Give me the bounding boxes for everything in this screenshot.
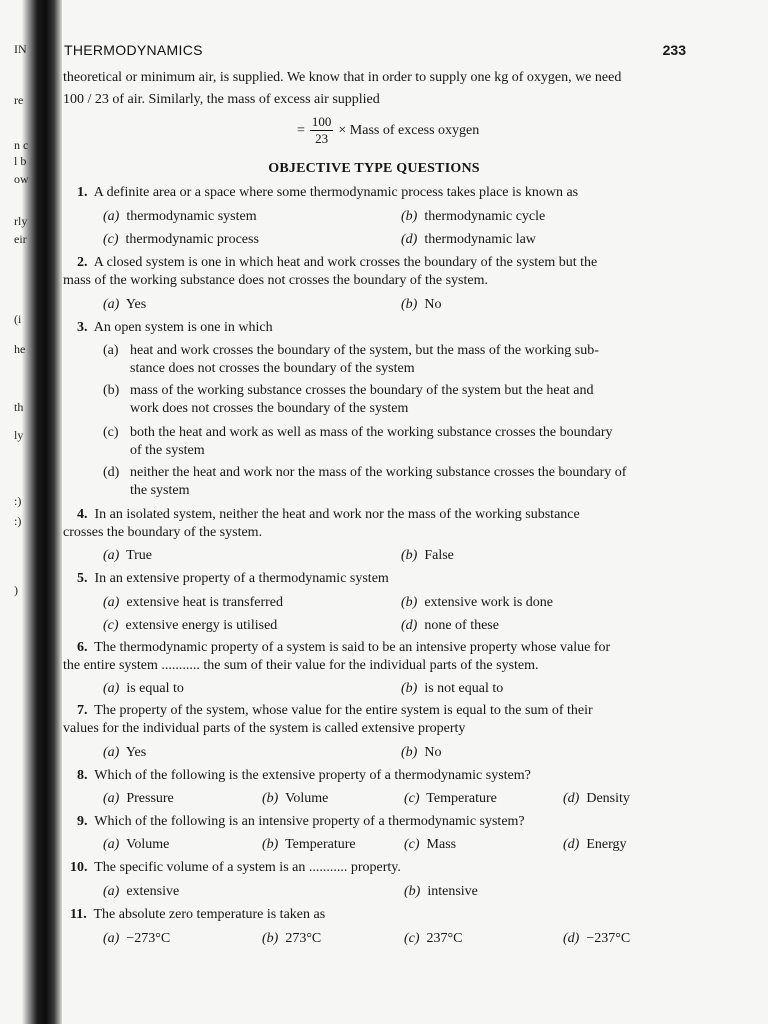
option-3a-cont: stance does not crosses the boundary of the system bbox=[130, 361, 415, 376]
question-text: Which of the following is an intensive property of a thermodynamic system? bbox=[94, 814, 525, 829]
option-1a: (a) thermodynamic system bbox=[103, 209, 257, 224]
question-2-cont: mass of the working substance does not crosses the boundary of the system. bbox=[63, 273, 488, 288]
question-3: 3. An open system is one in which bbox=[77, 320, 273, 335]
option-8a: (a) Pressure bbox=[103, 791, 174, 806]
option-9a: (a) Volume bbox=[103, 837, 170, 852]
option-8b: (b) Volume bbox=[262, 791, 329, 806]
question-6-cont: the entire system ........... the sum of their value for the individual parts of the system. bbox=[63, 658, 539, 673]
option-6a: (a) is equal to bbox=[103, 681, 184, 696]
option-3d-label: (d) bbox=[103, 465, 120, 480]
margin-fragment: n c bbox=[14, 138, 29, 152]
question-1 bbox=[77, 184, 578, 202]
option-4b: (b) False bbox=[401, 548, 454, 563]
question-5: 5. In an extensive property of a thermodynamic system bbox=[77, 571, 389, 586]
question-text: An open system is one in which bbox=[93, 320, 273, 335]
question-7: 7. The property of the system, whose value for the entire system is equal to the sum of their bbox=[77, 703, 593, 718]
question-text: The specific volume of a system is an ........... property. bbox=[94, 860, 401, 875]
question-text: Which of the following is the extensive property of a thermodynamic system? bbox=[94, 768, 531, 783]
margin-fragment: eir bbox=[14, 232, 27, 246]
margin-fragment: th bbox=[14, 400, 24, 414]
option-1d: (d) thermodynamic law bbox=[401, 232, 536, 247]
option-11b: (b) 273°C bbox=[262, 931, 322, 946]
option-9b: (b) Temperature bbox=[262, 837, 356, 852]
option-5c: (c) extensive energy is utilised bbox=[103, 618, 278, 633]
question-text: The thermodynamic property of a system is said to be an intensive property whose value for bbox=[94, 640, 611, 655]
margin-fragment: ) bbox=[14, 583, 18, 597]
option-3c: both the heat and work as well as mass of the working substance crosses the boundary bbox=[130, 425, 613, 440]
option-3d: neither the heat and work nor the mass of the working substance crosses the boundary of bbox=[130, 465, 627, 480]
intro-line-2: 100 / 23 of air. Similarly, the mass of excess air supplied bbox=[63, 92, 380, 107]
question-11: 11. The absolute zero temperature is taken as bbox=[70, 907, 326, 922]
option-1b: (b) thermodynamic cycle bbox=[401, 209, 546, 224]
question-text: A closed system is one in which heat and work crosses the boundary of the system but the bbox=[93, 255, 598, 270]
margin-fragment: :) bbox=[14, 514, 22, 528]
margin-fragment: rly bbox=[14, 214, 28, 228]
option-8d: (d) Density bbox=[563, 791, 630, 806]
option-10b: (b) intensive bbox=[404, 884, 478, 899]
question-text: A definite area or a space where some thermodynamic process takes place is known as bbox=[93, 185, 579, 200]
margin-fragment: he bbox=[14, 342, 26, 356]
option-5d: (d) none of these bbox=[401, 618, 499, 633]
option-2a: (a) Yes bbox=[103, 297, 147, 312]
formula-suffix: × Mass of excess oxygen bbox=[338, 122, 480, 138]
section-title-text: OBJECTIVE TYPE QUESTIONS bbox=[268, 161, 480, 176]
option-3c-label: (c) bbox=[103, 425, 119, 440]
formula-fraction bbox=[310, 114, 334, 147]
margin-fragment: re bbox=[14, 93, 24, 107]
margin-fragment: IN bbox=[14, 42, 27, 56]
question-7-cont: values for the individual parts of the system is called extensive property bbox=[63, 721, 466, 736]
chapter-title: THERMODYNAMICS bbox=[64, 42, 203, 58]
option-7b: (b) No bbox=[401, 745, 442, 760]
option-7a: (a) Yes bbox=[103, 745, 147, 760]
question-text: The property of the system, whose value for the entire system is equal to the sum of their bbox=[94, 703, 593, 718]
running-header bbox=[60, 42, 686, 62]
question-text: In an extensive property of a thermodynamic system bbox=[94, 571, 389, 586]
margin-fragment: l b bbox=[14, 154, 27, 168]
question-number: 1. bbox=[77, 185, 88, 200]
question-4: 4. In an isolated system, neither the heat and work nor the mass of the working substance bbox=[77, 507, 580, 522]
question-4-cont: crosses the boundary of the system. bbox=[63, 525, 263, 540]
question-2: 2. A closed system is one in which heat and work crosses the boundary of the system but the bbox=[77, 255, 598, 270]
option-3b: mass of the working substance crosses the boundary of the system but the heat and bbox=[130, 383, 594, 398]
option-10a: (a) extensive bbox=[103, 884, 180, 899]
option-3a-label: (a) bbox=[103, 343, 119, 358]
option-9d: (d) Energy bbox=[563, 837, 627, 852]
formula-equals: = bbox=[297, 122, 305, 138]
option-4a: (a) True bbox=[103, 548, 153, 563]
question-9: 9. Which of the following is an intensive property of a thermodynamic system? bbox=[77, 814, 525, 829]
option-11c: (c) 237°C bbox=[404, 931, 463, 946]
question-8: 8. Which of the following is the extensive property of a thermodynamic system? bbox=[77, 768, 531, 783]
margin-fragment: (i bbox=[14, 312, 22, 326]
question-text: In an isolated system, neither the heat and work nor the mass of the working substance bbox=[94, 507, 580, 522]
option-2b: (b) No bbox=[401, 297, 442, 312]
option-8c: (c) Temperature bbox=[404, 791, 497, 806]
option-3c-cont: of the system bbox=[130, 443, 205, 458]
formula-denominator: 23 bbox=[315, 131, 329, 146]
margin-fragment: :) bbox=[14, 494, 22, 508]
intro-line-1: theoretical or minimum air, is supplied. We know that in order to supply one kg of oxygen, we need bbox=[63, 70, 622, 85]
section-title bbox=[0, 161, 768, 177]
question-6: 6. The thermodynamic property of a system is said to be an intensive property whose value for bbox=[77, 640, 611, 655]
option-9c: (c) Mass bbox=[404, 837, 457, 852]
option-6b: (b) is not equal to bbox=[401, 681, 504, 696]
margin-fragment: ow bbox=[14, 172, 29, 186]
option-11a: (a) −273°C bbox=[103, 931, 171, 946]
margin-fragment: ly bbox=[14, 428, 24, 442]
option-3b-label: (b) bbox=[103, 383, 120, 398]
page-number: 233 bbox=[662, 42, 686, 58]
formula-numerator: 100 bbox=[311, 114, 332, 129]
option-5a: (a) extensive heat is transferred bbox=[103, 595, 283, 610]
option-3d-cont: the system bbox=[130, 483, 190, 498]
excess-air-formula bbox=[297, 114, 479, 147]
book-spine-shadow bbox=[22, 0, 62, 1024]
option-3b-cont: work does not crosses the boundary of the system bbox=[130, 401, 409, 416]
option-11d: (d) −237°C bbox=[563, 931, 631, 946]
option-1c: (c) thermodynamic process bbox=[103, 232, 259, 247]
option-3a: heat and work crosses the boundary of the system, but the mass of the working sub- bbox=[130, 343, 599, 358]
question-10: 10. The specific volume of a system is an ........... property. bbox=[70, 860, 401, 875]
question-text: The absolute zero temperature is taken as bbox=[93, 907, 326, 922]
option-5b: (b) extensive work is done bbox=[401, 595, 554, 610]
